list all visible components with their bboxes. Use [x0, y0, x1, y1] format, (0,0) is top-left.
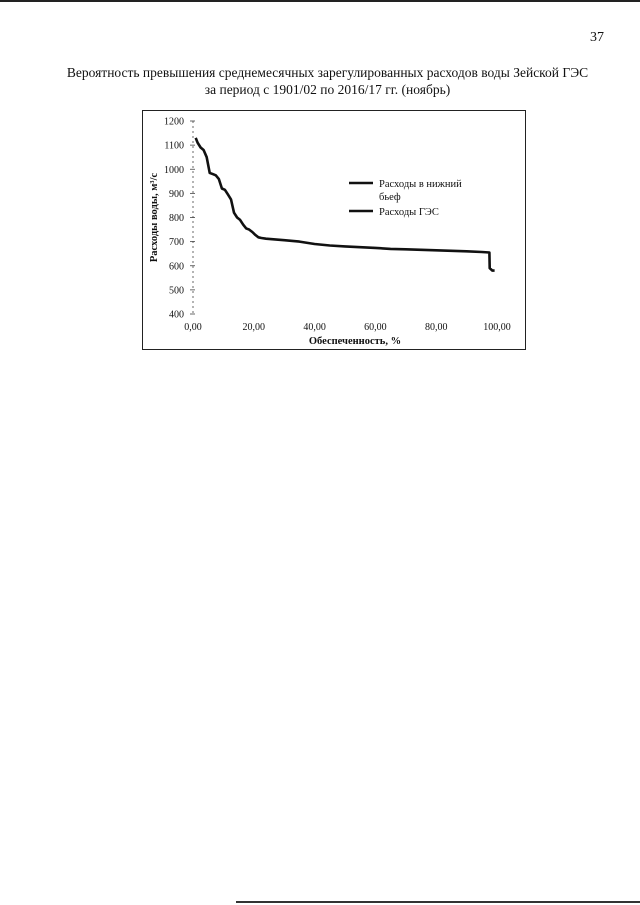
y-tick-label: 1100 [164, 140, 184, 152]
y-tick-label: 700 [169, 237, 184, 249]
y-tick-label: 400 [169, 309, 184, 321]
chart-title-line-1: Вероятность превышения среднемесячных зарегулированных расходов воды Зейской ГЭС [66, 65, 589, 80]
x-tick-label: 80,00 [424, 322, 448, 333]
y-axis-label: Расходы воды, м³/с [149, 172, 160, 263]
legend-label-1-cont: бьеф [379, 192, 401, 203]
x-axis-label: Обеспеченность, % [308, 336, 402, 347]
y-tick-label: 800 [169, 213, 184, 224]
scan-edge-top [0, 0, 640, 2]
x-tick-label: 100,00 [483, 322, 511, 333]
x-tick-label: 40,00 [303, 322, 326, 333]
page-number: 37 [590, 30, 604, 45]
y-tick-label: 1000 [164, 164, 184, 176]
x-tick-label: 0,00 [184, 322, 202, 333]
y-tick-label: 600 [169, 261, 184, 273]
legend-label-2: Расходы ГЭС [379, 207, 439, 218]
y-tick-label: 1200 [164, 116, 184, 128]
chart-title-line-2: за период с 1901/02 по 2016/17 гг. (ноябрь) [204, 82, 451, 97]
scan-edge-bottom [236, 901, 640, 903]
chart-title [40, 64, 615, 98]
legend-label-1: Расходы в нижний [379, 179, 462, 190]
x-tick-label: 60,00 [364, 322, 387, 333]
chart-canvas [143, 111, 527, 351]
x-tick-label: 20,00 [242, 322, 266, 333]
y-tick-label: 500 [169, 285, 184, 297]
series-line-1 [196, 138, 495, 271]
chart-frame [142, 110, 526, 350]
y-tick-label: 900 [169, 188, 184, 200]
